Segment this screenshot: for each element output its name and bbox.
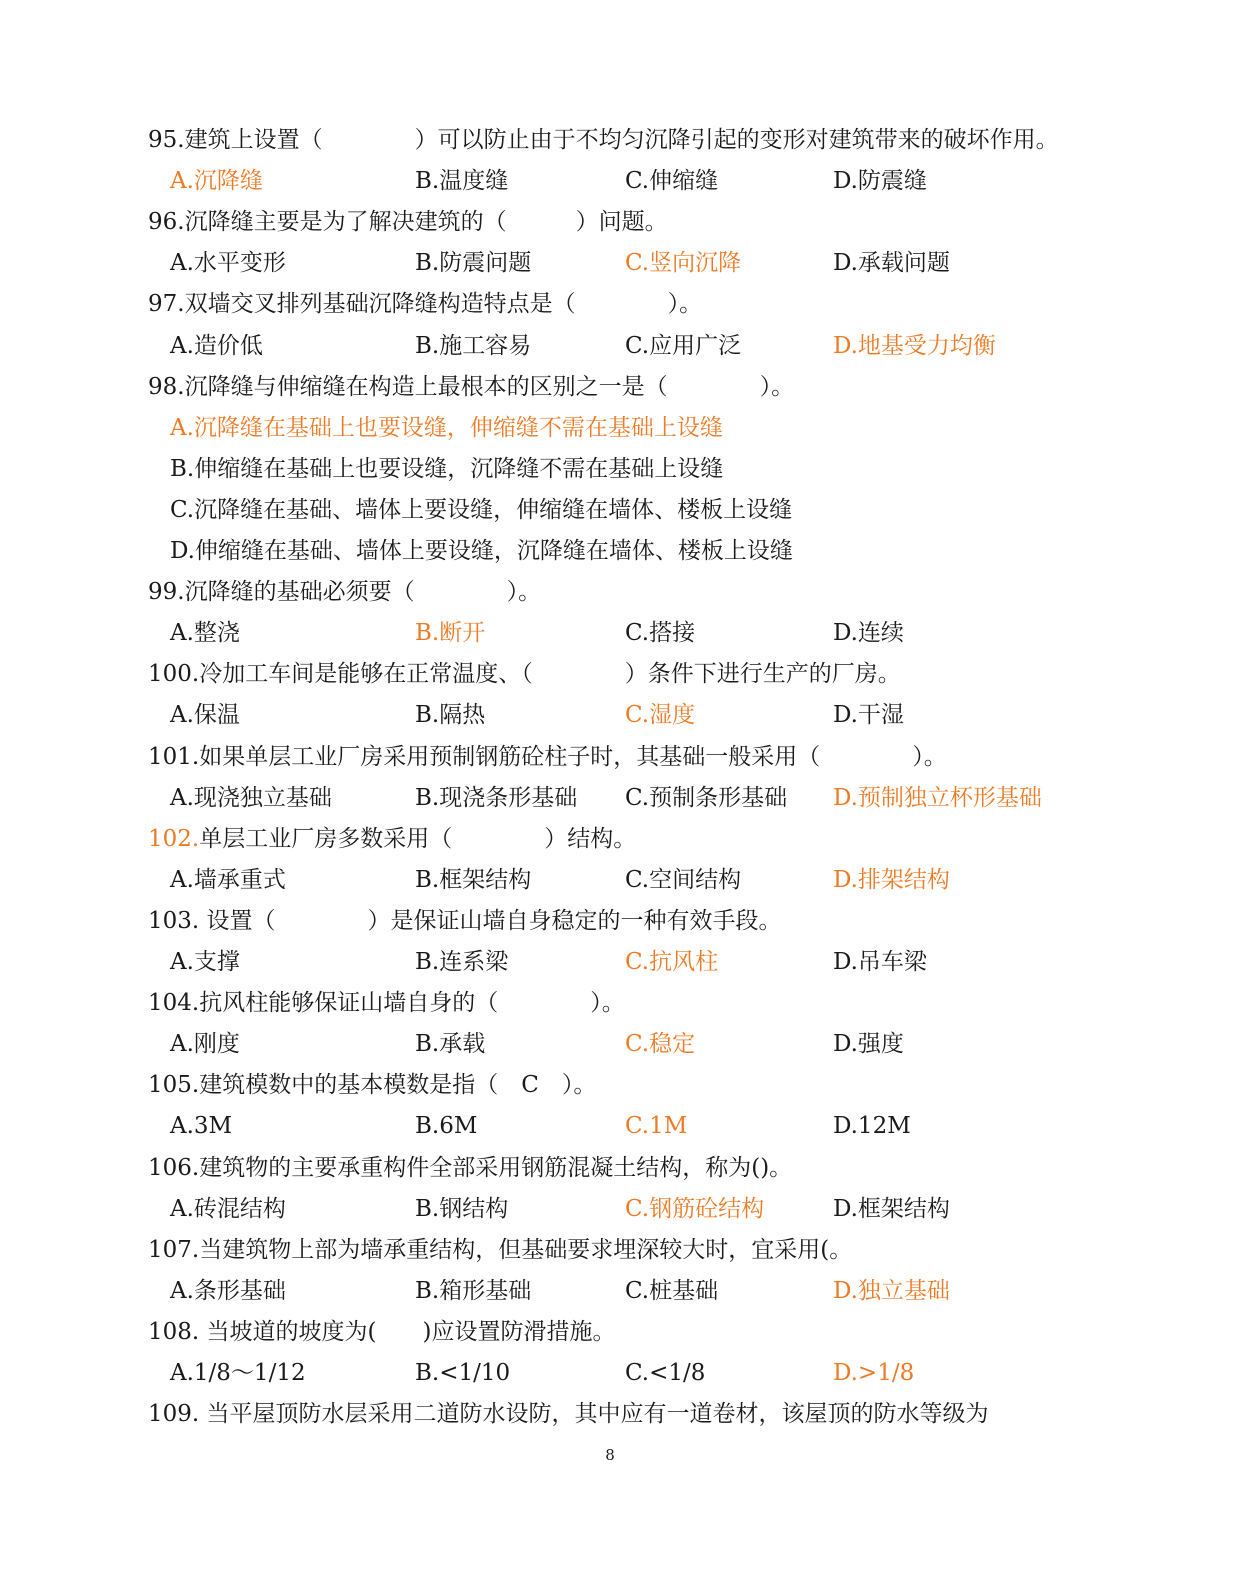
options-row: [0, 947, 1241, 977]
question-stem: [148, 577, 541, 607]
question-text: 抗风柱能够保证山墙自身的（ ）。: [199, 990, 625, 1016]
option: A.刚度: [170, 1031, 240, 1057]
option: A.1/8～1/12: [170, 1360, 306, 1386]
option-correct: C.稳定: [625, 1031, 696, 1057]
option: D.连续: [833, 620, 904, 646]
question-text: 单层工业厂房多数采用（ ）结构。: [199, 826, 637, 852]
question-text: 当坡道的坡度为( )应设置防滑措施。: [199, 1319, 616, 1345]
question-stem: [148, 289, 702, 319]
question-text: 建筑物的主要承重构件全部采用钢筋混凝土结构，称为()。: [199, 1155, 793, 1181]
option: B.现浇条形基础: [415, 785, 578, 811]
option-correct: D.>1/8: [833, 1360, 915, 1386]
page-number: 8: [605, 1446, 615, 1464]
question-number: 105.: [148, 1072, 200, 1098]
question-stem: [148, 1070, 596, 1100]
options-row: [0, 1358, 1241, 1388]
option: A.条形基础: [170, 1278, 286, 1304]
option-correct: B.断开: [415, 620, 486, 646]
question-text: 设置（ ）是保证山墙自身稳定的一种有效手段。: [199, 908, 782, 934]
question-number: 96.: [148, 209, 185, 235]
option: C.预制条形基础: [625, 785, 788, 811]
options-row: [0, 1111, 1241, 1141]
question-number: 98.: [148, 374, 185, 400]
options-row: [0, 1029, 1241, 1059]
option-correct: D.地基受力均衡: [833, 333, 996, 359]
question-stem: [148, 1235, 852, 1265]
option: A.造价低: [170, 333, 263, 359]
question-number: 104.: [148, 990, 200, 1016]
question-stem: [148, 372, 794, 402]
option: A.现浇独立基础: [170, 785, 332, 811]
question-stem: [148, 988, 625, 1018]
question-stem: [148, 1317, 615, 1347]
option-correct: C.湿度: [625, 702, 696, 728]
option: C.搭接: [625, 620, 696, 646]
option: C.应用广泛: [625, 333, 742, 359]
option: D.伸缩缝在基础、墙体上要设缝，沉降缝在墙体、楼板上设缝: [170, 538, 793, 564]
option: D.12M: [833, 1113, 911, 1139]
option-correct: A.沉降缝在基础上也要设缝，伸缩缝不需在基础上设缝: [170, 415, 723, 441]
question-number: 95.: [148, 127, 185, 153]
option: B.箱形基础: [415, 1278, 532, 1304]
option: B.伸缩缝在基础上也要设缝，沉降缝不需在基础上设缝: [170, 456, 724, 482]
question-number: 99.: [148, 579, 185, 605]
option: A.支撑: [170, 949, 240, 975]
question-stem: [148, 824, 636, 854]
question-number: 107.: [148, 1237, 200, 1263]
option-correct: D.预制独立杯形基础: [833, 785, 1042, 811]
option: B.<1/10: [415, 1360, 511, 1386]
option: D.吊车梁: [833, 949, 927, 975]
option: A.墙承重式: [170, 867, 286, 893]
option: D.强度: [833, 1031, 904, 1057]
question-stem: [148, 659, 901, 689]
option: A.水平变形: [170, 250, 286, 276]
option: B.防震问题: [415, 250, 532, 276]
question-text: 沉降缝主要是为了解决建筑的（ ）问题。: [184, 209, 668, 235]
question-stem: [148, 906, 782, 936]
question-stem: [148, 207, 668, 237]
question-number: 97.: [148, 291, 185, 317]
question-stem: [148, 742, 947, 772]
option-correct: A.沉降缝: [170, 168, 263, 194]
options-row: [0, 1194, 1241, 1224]
option: B.钢结构: [415, 1196, 509, 1222]
option: B.连系梁: [415, 949, 509, 975]
option: B.框架结构: [415, 867, 532, 893]
option: A.整浇: [170, 620, 240, 646]
question-number: 102.: [148, 826, 200, 852]
option: B.温度缝: [415, 168, 509, 194]
option: C.沉降缝在基础、墙体上要设缝，伸缩缝在墙体、楼板上设缝: [170, 497, 793, 523]
question-text: 建筑上设置（ ）可以防止由于不均匀沉降引起的变形对建筑带来的破坏作用。: [184, 127, 1059, 153]
option: B.隔热: [415, 702, 486, 728]
option: B.承载: [415, 1031, 486, 1057]
question-text: 冷加工车间是能够在正常温度、（ ）条件下进行生产的厂房。: [199, 661, 901, 687]
question-number: 109.: [148, 1401, 200, 1427]
question-text: 建筑模数中的基本模数是指（ C ）。: [199, 1072, 597, 1098]
option-correct: C.1M: [625, 1113, 688, 1139]
question-stem: [148, 125, 1059, 155]
options-row: [0, 618, 1241, 648]
options-row: [0, 166, 1241, 196]
question-number: 103.: [148, 908, 200, 934]
option: B.6M: [415, 1113, 478, 1139]
question-number: 106.: [148, 1155, 200, 1181]
option-correct: C.抗风柱: [625, 949, 719, 975]
question-stem: [148, 1153, 792, 1183]
options-row: [0, 783, 1241, 813]
question-text: 当平屋顶防水层采用二道防水设防，其中应有一道卷材，该屋顶的防水等级为: [199, 1401, 989, 1427]
question-text: 沉降缝与伸缩缝在构造上最根本的区别之一是（ ）。: [184, 374, 795, 400]
option-correct: D.独立基础: [833, 1278, 950, 1304]
option: C.伸缩缝: [625, 168, 719, 194]
option: D.框架结构: [833, 1196, 950, 1222]
options-row: [0, 331, 1241, 361]
question-text: 如果单层工业厂房采用预制钢筋砼柱子时，其基础一般采用（ ）。: [199, 744, 947, 770]
option-correct: C.钢筋砼结构: [625, 1196, 765, 1222]
option: D.承载问题: [833, 250, 950, 276]
option: D.干湿: [833, 702, 904, 728]
question-text: 双墙交叉排列基础沉降缝构造特点是（ ）。: [184, 291, 703, 317]
option-correct: C.竖向沉降: [625, 250, 742, 276]
options-row: [0, 248, 1241, 278]
option: A.砖混结构: [170, 1196, 286, 1222]
option: C.桩基础: [625, 1278, 719, 1304]
question-number: 108.: [148, 1319, 200, 1345]
question-stem: [148, 1399, 989, 1429]
option: C.<1/8: [625, 1360, 706, 1386]
option: A.3M: [170, 1113, 233, 1139]
option: D.防震缝: [833, 168, 927, 194]
options-row: [0, 700, 1241, 730]
question-text: 沉降缝的基础必须要（ ）。: [184, 579, 542, 605]
question-number: 100.: [148, 661, 200, 687]
option-correct: D.排架结构: [833, 867, 950, 893]
options-row: [0, 1276, 1241, 1306]
question-number: 101.: [148, 744, 200, 770]
option: C.空间结构: [625, 867, 742, 893]
option: A.保温: [170, 702, 240, 728]
options-row: [0, 865, 1241, 895]
option: B.施工容易: [415, 333, 532, 359]
question-text: 当建筑物上部为墙承重结构，但基础要求埋深较大时，宜采用(。: [199, 1237, 853, 1263]
